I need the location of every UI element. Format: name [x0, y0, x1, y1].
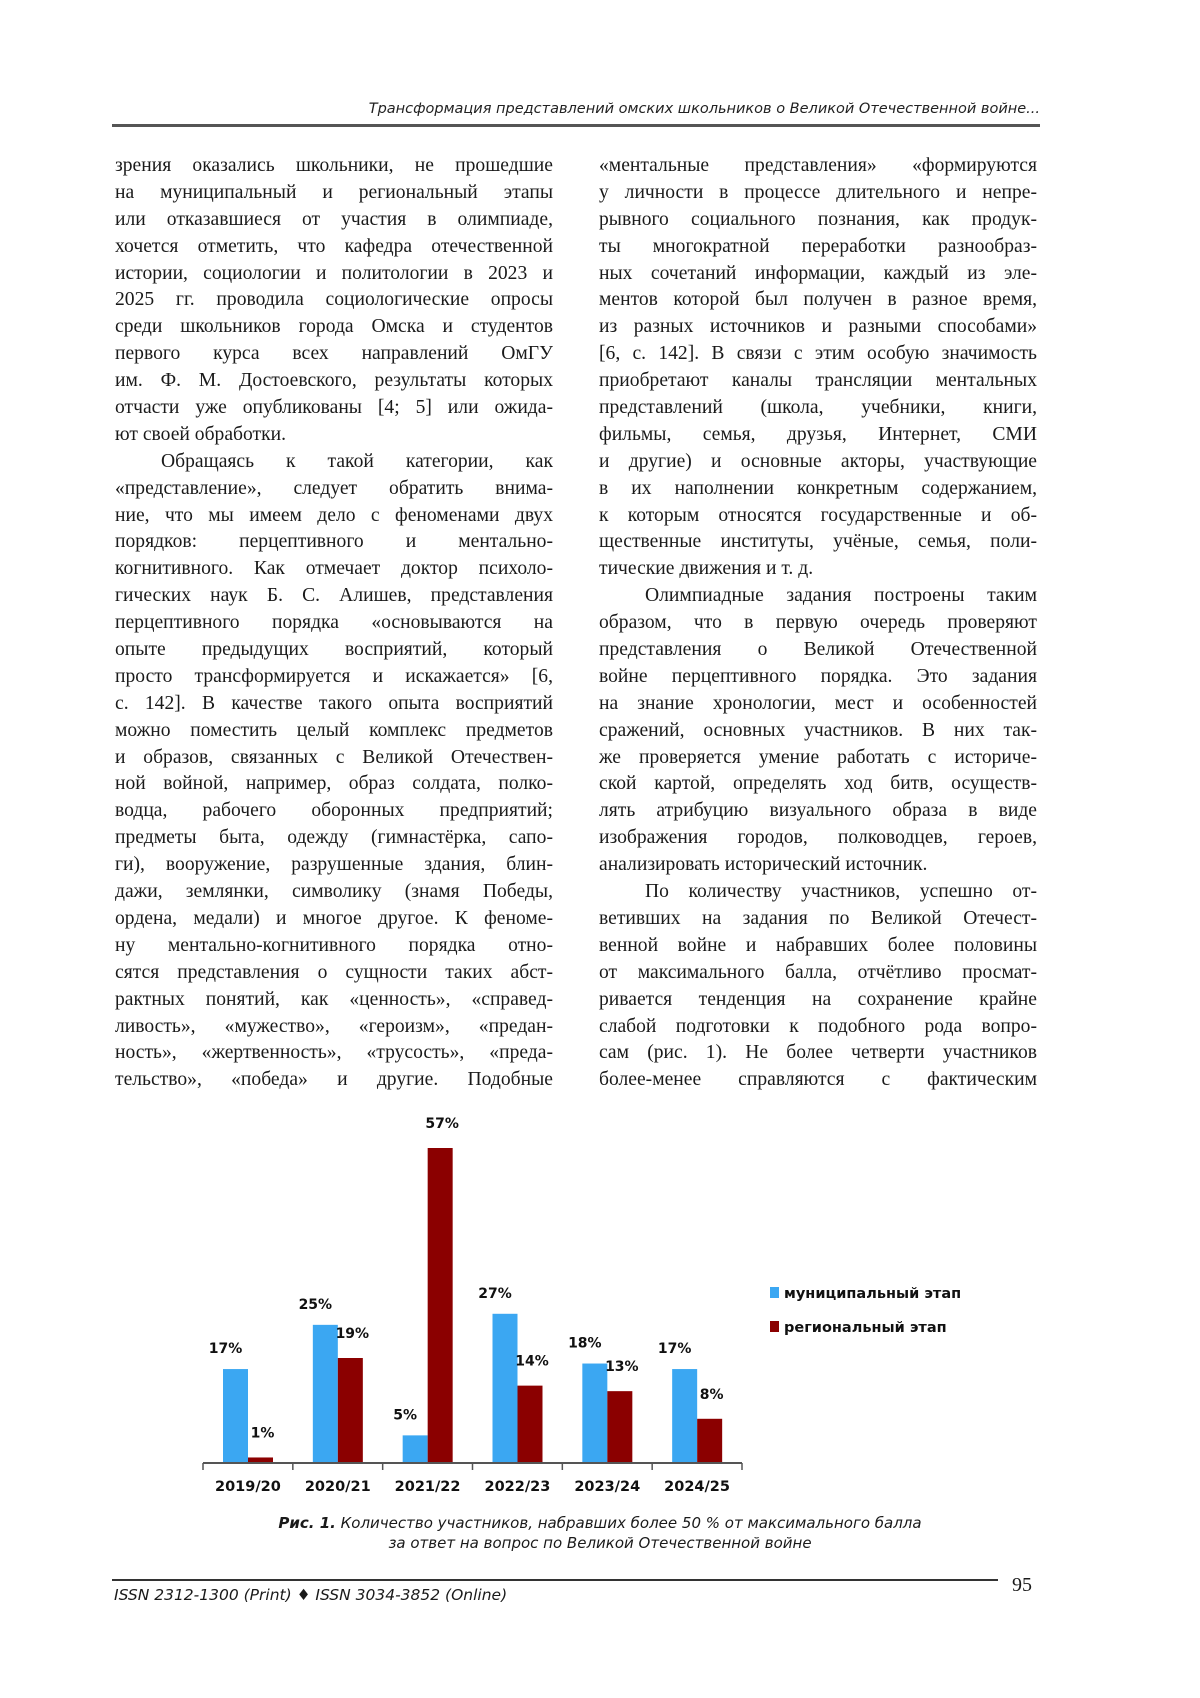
- text-line: По количеству участников, успешно от-: [645, 881, 1037, 903]
- data-label: 17%: [657, 1341, 692, 1358]
- text-line: рактных понятий, как «ценность», «справед-: [115, 988, 553, 1010]
- text-line: же проверяется умение работать с историче-: [599, 746, 1037, 768]
- text-line: в их наполнении конкретным содержанием,: [599, 477, 1037, 499]
- text-line: ордена, медали) и многое другое. К феноме-: [115, 907, 553, 929]
- bar-municipal: [223, 1369, 248, 1463]
- text-line: Обращаясь к такой категории, как: [161, 450, 553, 472]
- x-tick-label: 2020/21: [304, 1479, 371, 1495]
- text-line: когнитивного. Как отмечает доктор психоло-: [115, 558, 553, 580]
- text-line: ливость», «мужество», «героизм», «предан-: [115, 1015, 553, 1037]
- text-line: ных сочетаний информации, каждый из эле-: [599, 262, 1037, 284]
- text-line: хочется отметить, что кафедра отечественной: [115, 235, 553, 257]
- text-line: ной войной, например, образ солдата, полко-: [115, 773, 553, 795]
- text-line: им. Ф. М. Достоевского, результаты которых: [115, 370, 553, 392]
- text-line: гических наук Б. С. Алишев, представления: [115, 585, 553, 607]
- text-line: лять атрибуцию визуального образа в виде: [599, 800, 1037, 822]
- data-label: 13%: [605, 1359, 639, 1376]
- text-line: с. 142]. В качестве такого опыта восприятий: [115, 692, 553, 714]
- text-line: фильмы, семья, друзья, Интернет, СМИ: [599, 423, 1037, 445]
- figure-caption: [0, 1513, 1200, 1553]
- data-label: 18%: [568, 1335, 602, 1352]
- text-line: сражений, основных участников. В них так-: [599, 719, 1037, 741]
- text-line: ют своей обработки.: [115, 423, 287, 445]
- text-line: войне перцептивного порядка. Это задания: [599, 665, 1037, 687]
- legend-swatch: [770, 1321, 779, 1332]
- bar-regional: [338, 1358, 363, 1463]
- data-label: 8%: [699, 1386, 724, 1403]
- data-label: 1%: [250, 1425, 275, 1442]
- text-line: рывного социального познания, как продук-: [599, 208, 1037, 230]
- issn: ISSN 2312-1300 (Print) ♦ ISSN 3034-3852 (Online): [114, 1586, 508, 1604]
- text-line: ской картой, определять ход битв, осуществ-: [599, 773, 1037, 795]
- text-line: к которым относятся государственные и об-: [599, 504, 1037, 526]
- text-line: сятся представления о сущности таких абст-: [115, 961, 553, 983]
- text-line: у личности в процессе длительного и непре-: [599, 181, 1037, 203]
- text-line: [6, с. 142]. В связи с этим особую значимость: [599, 343, 1037, 365]
- x-tick-label: 2023/24: [574, 1479, 641, 1495]
- text-line: первого курса всех направлений ОмГУ: [115, 343, 553, 365]
- bar-municipal: [313, 1325, 338, 1463]
- legend-swatch: [770, 1287, 779, 1298]
- text-line: изображения городов, полководцев, героев,: [599, 827, 1037, 849]
- text-line: предметы быта, одежду (гимнастёрка, сапо-: [115, 827, 553, 849]
- text-line: перцептивного порядка «основываются на: [115, 612, 553, 634]
- text-line: дажи, землянки, символику (знамя Победы,: [115, 881, 553, 903]
- text-line: ги), вооружение, разрушенные здания, блин-: [115, 854, 553, 876]
- text-line: «представление», следует обратить внима-: [115, 477, 553, 499]
- text-line: зрения оказались школьники, не прошедшие: [115, 155, 553, 176]
- bar-municipal: [403, 1435, 428, 1463]
- text-line: Олимпиадные задания построены таким: [645, 585, 1037, 607]
- text-line: опыте предыдущих восприятий, который: [115, 639, 553, 661]
- data-label: 19%: [335, 1326, 370, 1342]
- bar-regional: [697, 1419, 722, 1463]
- text-line: ветивших на задания по Великой Отечест-: [599, 907, 1037, 929]
- text-line: 2025 гг. проводила социологические опросы: [115, 289, 553, 311]
- x-tick-label: 2022/23: [484, 1479, 551, 1495]
- x-tick-label: 2021/22: [394, 1479, 461, 1495]
- text-line: ну ментально-когнитивного порядка отно-: [115, 934, 553, 956]
- bar-regional: [518, 1386, 543, 1463]
- page-number: 95: [1012, 1574, 1032, 1596]
- bar-regional: [428, 1148, 453, 1463]
- text-line: ривается тенденция на сохранение крайне: [599, 988, 1037, 1010]
- text-line: приобретают каналы трансляции ментальных: [599, 370, 1037, 392]
- text-line: венной войне и набравших более половины: [599, 934, 1037, 956]
- bar-regional: [607, 1391, 632, 1463]
- text-line: «ментальные представления» «формируются: [599, 155, 1037, 176]
- text-line: слабой подготовки к подобного рода вопро-: [599, 1015, 1037, 1037]
- text-line: анализировать исторический источник.: [599, 854, 928, 876]
- text-line: водца, рабочего оборонных предприятий;: [115, 800, 553, 822]
- legend-label: муниципальный этап: [784, 1286, 962, 1302]
- text-line: представления о Великой Отечественной: [599, 639, 1037, 661]
- bar-municipal: [672, 1369, 697, 1463]
- caption-line-1: Количество участников, набравших более 50 % от максимального балла: [335, 1514, 922, 1532]
- footer-rule: [112, 1579, 998, 1581]
- text-line: порядков: перцептивного и ментально-: [115, 531, 553, 553]
- x-tick-label: 2019/20: [214, 1479, 281, 1495]
- text-line: сам (рис. 1). Не более четверти участников: [599, 1042, 1037, 1064]
- text-line: отчасти уже опубликованы [4; 5] или ожида-: [115, 397, 553, 419]
- text-line: щественные институты, учёные, семья, поли-: [599, 531, 1037, 553]
- text-line: ментов которой был получен в разное время,: [599, 289, 1037, 311]
- text-line: истории, социологии и политологии в 2023 и: [115, 262, 553, 284]
- text-line: ты многократной переработки разнообраз-: [599, 235, 1037, 257]
- data-label: 25%: [298, 1296, 333, 1313]
- text-line: среди школьников города Омска и студентов: [115, 316, 553, 338]
- legend-label: региональный этап: [784, 1320, 947, 1336]
- x-tick-label: 2024/25: [664, 1479, 731, 1495]
- text-line: можно поместить целый комплекс предметов: [115, 719, 553, 741]
- data-label: 14%: [515, 1353, 549, 1370]
- bar-municipal: [493, 1314, 518, 1463]
- bar-municipal: [582, 1364, 607, 1463]
- text-line: на муниципальный и региональный этапы: [115, 181, 553, 203]
- text-line: и другие) и основные акторы, участвующие: [599, 450, 1037, 472]
- text-line: тельство», «победа» и другие. Подобные: [115, 1069, 553, 1091]
- data-label: 5%: [393, 1407, 418, 1424]
- text-line: ние, что мы имеем дело с феноменами двух: [115, 504, 553, 526]
- text-line: на знание хронологии, мест и особенностей: [599, 692, 1037, 714]
- text-line: более-менее справляются с фактическим: [599, 1069, 1037, 1091]
- caption-line-2: за ответ на вопрос по Великой Отечественной войне: [388, 1534, 812, 1552]
- text-line: от максимального балла, отчётливо просмат-: [599, 961, 1037, 983]
- text-line: и образов, связанных с Великой Отечествен-: [115, 746, 553, 768]
- text-line: или отказавшиеся от участия в олимпиаде,: [115, 208, 553, 230]
- text-line: ность», «жертвенность», «трусость», «преда-: [115, 1042, 553, 1064]
- running-title: Трансформация представлений омских школьников о Великой Отечественной войне...: [368, 101, 1040, 117]
- caption-label: Рис. 1.: [278, 1514, 336, 1532]
- text-line: из разных источников и разными способами»: [599, 316, 1037, 338]
- data-label: 57%: [425, 1116, 459, 1132]
- text-line: образом, что в первую очередь проверяют: [599, 612, 1037, 634]
- text-line: представлений (школа, учебники, книги,: [599, 397, 1037, 419]
- data-label: 17%: [208, 1341, 243, 1358]
- data-label: 27%: [478, 1285, 512, 1302]
- text-line: просто трансформируется и искажается» [6,: [115, 665, 553, 687]
- text-line: тические движения и т. д.: [599, 558, 814, 580]
